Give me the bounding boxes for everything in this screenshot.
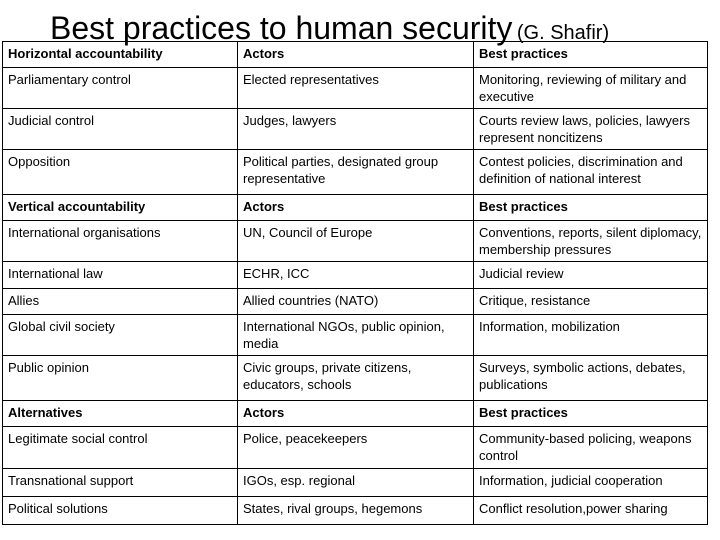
- cell-category: Allies: [3, 289, 238, 315]
- cell-actors: International NGOs, public opinion, media: [238, 315, 474, 356]
- cell-actors: UN, Council of Europe: [238, 221, 474, 262]
- cell-actors: Judges, lawyers: [238, 109, 474, 150]
- cell-actors: IGOs, esp. regional: [238, 469, 474, 497]
- cell-category: Judicial control: [3, 109, 238, 150]
- cell-category: Political solutions: [3, 497, 238, 525]
- cell-category: Transnational support: [3, 469, 238, 497]
- cell-practices: Judicial review: [474, 262, 708, 289]
- cell-category: International law: [3, 262, 238, 289]
- table-header-row: [3, 195, 708, 221]
- cell-practices: Conventions, reports, silent diplomacy, membership pressures: [474, 221, 708, 262]
- cell-actors: ECHR, ICC: [238, 262, 474, 289]
- cell-actors: Elected representatives: [238, 68, 474, 109]
- header-cell-category: Alternatives: [3, 401, 238, 427]
- header-cell-actors: Actors: [238, 401, 474, 427]
- cell-actors: States, rival groups, hegemons: [238, 497, 474, 525]
- cell-actors: Political parties, designated group representative: [238, 150, 474, 195]
- header-cell-category: Vertical accountability: [3, 195, 238, 221]
- header-cell-actors: Actors: [238, 42, 474, 68]
- table-header-row: [3, 401, 708, 427]
- cell-practices: Information, mobilization: [474, 315, 708, 356]
- table-row: [3, 469, 708, 497]
- cell-practices: Information, judicial cooperation: [474, 469, 708, 497]
- cell-category: Opposition: [3, 150, 238, 195]
- cell-practices: Monitoring, reviewing of military and executive: [474, 68, 708, 109]
- table-row: [3, 497, 708, 525]
- header-cell-practices: Best practices: [474, 42, 708, 68]
- cell-actors: Civic groups, private citizens, educators, schools: [238, 356, 474, 401]
- table-row: [3, 221, 708, 262]
- table-row: [3, 427, 708, 469]
- slide-title-block: [50, 12, 609, 44]
- cell-practices: Courts review laws, policies, lawyers represent noncitizens: [474, 109, 708, 150]
- table-row: [3, 150, 708, 195]
- table-row: [3, 109, 708, 150]
- header-cell-actors: Actors: [238, 195, 474, 221]
- header-cell-practices: Best practices: [474, 401, 708, 427]
- cell-practices: Critique, resistance: [474, 289, 708, 315]
- table-row: [3, 356, 708, 401]
- cell-category: Parliamentary control: [3, 68, 238, 109]
- cell-category: International organisations: [3, 221, 238, 262]
- cell-practices: Community-based policing, weapons control: [474, 427, 708, 469]
- table-row: [3, 289, 708, 315]
- cell-actors: Allied countries (NATO): [238, 289, 474, 315]
- cell-practices: Surveys, symbolic actions, debates, publications: [474, 356, 708, 401]
- header-cell-category: Horizontal accountability: [3, 42, 238, 68]
- slide-title: Best practices to human security: [50, 10, 513, 46]
- table-row: [3, 315, 708, 356]
- practices-table: [2, 41, 708, 525]
- table-row: [3, 68, 708, 109]
- cell-category: Legitimate social control: [3, 427, 238, 469]
- header-cell-practices: Best practices: [474, 195, 708, 221]
- table-row: [3, 262, 708, 289]
- cell-practices: Conflict resolution,power sharing: [474, 497, 708, 525]
- cell-category: Public opinion: [3, 356, 238, 401]
- cell-category: Global civil society: [3, 315, 238, 356]
- cell-practices: Contest policies, discrimination and definition of national interest: [474, 150, 708, 195]
- cell-actors: Police, peacekeepers: [238, 427, 474, 469]
- title-citation: (G. Shafir): [516, 22, 610, 44]
- table-header-row: [3, 42, 708, 68]
